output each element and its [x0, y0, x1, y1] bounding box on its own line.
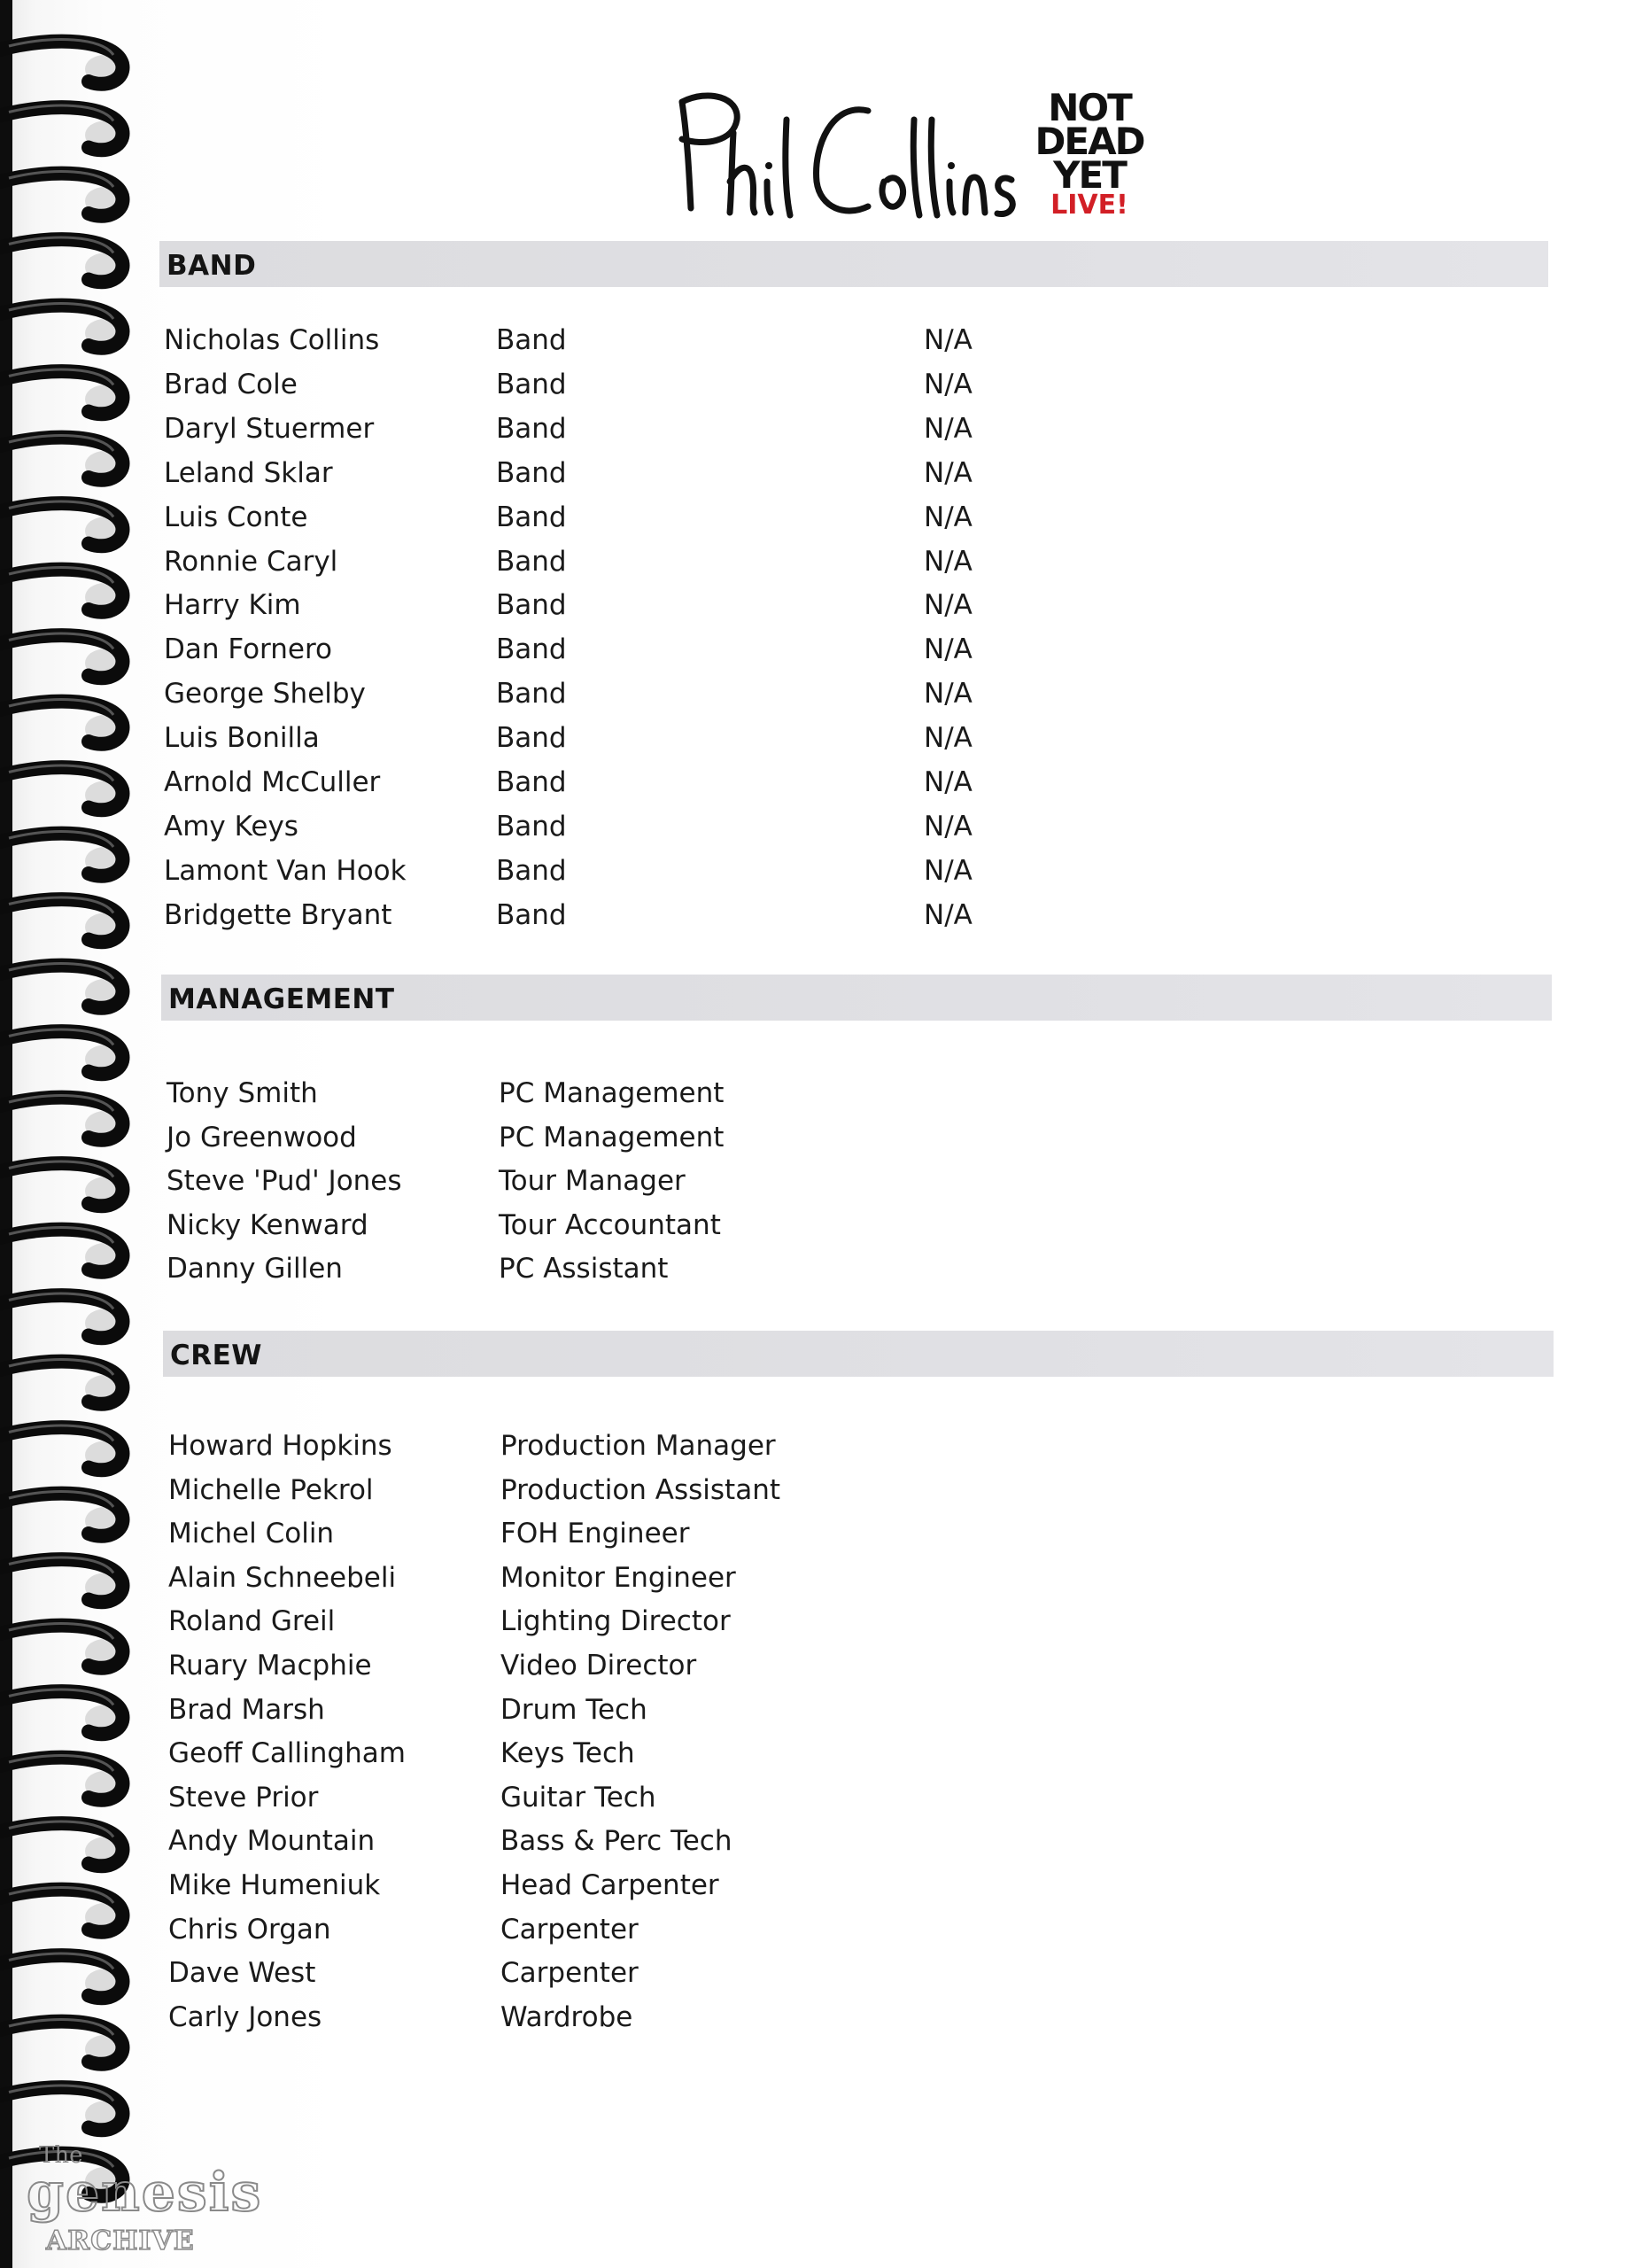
band-role: Band	[496, 501, 567, 533]
management-row	[167, 1204, 1229, 1247]
crew-row	[168, 1908, 1231, 1951]
crew-name: Ruary Macphie	[168, 1650, 372, 1682]
crew-role: Video Director	[500, 1650, 697, 1682]
binding-ring	[0, 1161, 124, 1206]
binding-ring	[0, 172, 124, 216]
band-role: Band	[496, 766, 567, 798]
band-role: Band	[496, 722, 567, 755]
not-dead-yet-logo-text	[1027, 86, 1151, 221]
crew-role: Lighting Director	[500, 1605, 731, 1638]
band-name: Luis Conte	[164, 501, 308, 533]
band-name: George Shelby	[164, 678, 366, 711]
binding-ring	[0, 1624, 124, 1668]
binding-rings	[0, 0, 142, 2268]
band-name: Luis Bonilla	[164, 722, 320, 755]
band-row	[164, 672, 1227, 715]
crew-role: Monitor Engineer	[500, 1561, 736, 1594]
band-name: Harry Kim	[164, 589, 301, 622]
management-name: Steve 'Pud' Jones	[167, 1165, 402, 1197]
crew-row	[168, 1864, 1231, 1907]
binding-ring	[0, 1360, 124, 1404]
management-name: Tony Smith	[167, 1077, 318, 1109]
binding-ring	[0, 1096, 124, 1140]
binding-ring	[0, 1425, 124, 1470]
band-row	[164, 363, 1227, 406]
band-row	[164, 452, 1227, 494]
band-role: Band	[496, 633, 567, 666]
band-row	[164, 805, 1227, 848]
band-row	[164, 761, 1227, 804]
binding-ring	[0, 40, 124, 84]
band-name: Leland Sklar	[164, 456, 333, 489]
crew-role: Head Carpenter	[500, 1869, 719, 1901]
crew-role: Drum Tech	[500, 1693, 647, 1726]
band-row	[164, 319, 1227, 361]
band-role: Band	[496, 589, 567, 622]
binding-ring	[0, 568, 124, 612]
binding-ring	[0, 633, 124, 678]
binding-ring	[0, 2020, 124, 2064]
band-contact: N/A	[924, 633, 973, 666]
management-section-header	[161, 975, 1552, 1021]
phil-collins-signature-logo	[655, 84, 1027, 230]
band-row	[164, 408, 1227, 450]
binding-ring	[0, 1888, 124, 1932]
crew-role: Guitar Tech	[500, 1781, 656, 1814]
crew-role: Carpenter	[500, 1957, 639, 1990]
management-row	[167, 1072, 1229, 1115]
band-role: Band	[496, 324, 567, 356]
crew-role: Wardrobe	[500, 2000, 633, 2033]
band-name: Amy Keys	[164, 810, 298, 843]
spiral-binding	[0, 0, 142, 2268]
band-contact: N/A	[924, 412, 973, 445]
management-role: Tour Manager	[499, 1165, 686, 1197]
band-role: Band	[496, 678, 567, 711]
band-contact: N/A	[924, 545, 973, 578]
band-row	[164, 496, 1227, 539]
management-role: Tour Accountant	[499, 1208, 721, 1241]
band-role: Band	[496, 898, 567, 931]
management-name: Danny Gillen	[167, 1253, 343, 1285]
band-contact: N/A	[924, 589, 973, 622]
band-row	[164, 584, 1227, 626]
band-role: Band	[496, 810, 567, 843]
band-role: Band	[496, 545, 567, 578]
band-row	[164, 850, 1227, 892]
crew-row	[168, 1820, 1231, 1862]
crew-name: Dave West	[168, 1957, 316, 1990]
genesis-archive-watermark	[27, 2135, 263, 2259]
crew-name: Carly Jones	[168, 2000, 322, 2033]
watermark-the: The	[39, 2142, 83, 2169]
band-section-header	[159, 241, 1548, 287]
binding-ring	[0, 105, 124, 150]
band-name: Ronnie Caryl	[164, 545, 338, 578]
binding-ring	[0, 1029, 124, 1074]
band-contact: N/A	[924, 368, 973, 400]
band-row	[164, 628, 1227, 671]
band-contact: N/A	[924, 810, 973, 843]
binding-ring	[0, 436, 124, 480]
logo-not: NOT	[1048, 86, 1131, 129]
management-name: Jo Greenwood	[167, 1121, 357, 1153]
binding-ring	[0, 1557, 124, 1602]
crew-name: Brad Marsh	[168, 1693, 325, 1726]
crew-row	[168, 1469, 1231, 1511]
crew-row	[168, 1644, 1231, 1687]
band-name: Dan Fornero	[164, 633, 333, 666]
watermark-archive: ARCHIVE	[46, 2225, 195, 2256]
crew-name: Howard Hopkins	[168, 1430, 392, 1462]
binding-ring	[0, 1293, 124, 1338]
band-name: Bridgette Bryant	[164, 898, 392, 931]
band-name: Daryl Stuermer	[164, 412, 375, 445]
crew-row	[168, 1776, 1231, 1819]
band-row	[164, 717, 1227, 759]
band-contact: N/A	[924, 766, 973, 798]
binding-ring	[0, 964, 124, 1008]
band-contact: N/A	[924, 501, 973, 533]
management-role: PC Management	[499, 1077, 725, 1109]
binding-ring	[0, 369, 124, 414]
binding-ring	[0, 237, 124, 282]
band-contact: N/A	[924, 456, 973, 489]
band-role: Band	[496, 854, 567, 887]
crew-row	[168, 1557, 1231, 1599]
management-row	[167, 1247, 1229, 1290]
binding-ring	[0, 765, 124, 810]
management-row	[167, 1116, 1229, 1159]
crew-name: Roland Greil	[168, 1605, 336, 1638]
binding-ring	[0, 1689, 124, 1734]
band-row	[164, 540, 1227, 583]
band-name: Arnold McCuller	[164, 766, 381, 798]
binding-ring	[0, 897, 124, 942]
crew-row	[168, 1512, 1231, 1555]
binding-ring	[0, 1756, 124, 1800]
watermark-genesis: genesis	[27, 2162, 263, 2224]
crew-name: Alain Schneebeli	[168, 1561, 397, 1594]
crew-row	[168, 1689, 1231, 1731]
band-role: Band	[496, 368, 567, 400]
crew-section-title: CREW	[170, 1340, 262, 1371]
band-contact: N/A	[924, 898, 973, 931]
crew-name: Chris Organ	[168, 1913, 331, 1946]
binding-ring	[0, 304, 124, 348]
crew-name: Geoff Callingham	[168, 1737, 406, 1770]
crew-name: Michel Colin	[168, 1518, 335, 1550]
band-contact: N/A	[924, 854, 973, 887]
crew-name: Michelle Pekrol	[168, 1473, 374, 1506]
crew-role: Carpenter	[500, 1913, 639, 1946]
band-name: Lamont Van Hook	[164, 854, 407, 887]
band-contact: N/A	[924, 324, 973, 356]
crew-row	[168, 1425, 1231, 1467]
band-role: Band	[496, 456, 567, 489]
tour-logo	[655, 84, 1151, 230]
crew-row	[168, 1600, 1231, 1643]
binding-ring	[0, 700, 124, 744]
management-section-title: MANAGEMENT	[168, 983, 395, 1015]
binding-ring	[0, 832, 124, 876]
crew-name: Steve Prior	[168, 1781, 319, 1814]
binding-ring	[0, 2085, 124, 2130]
crew-row	[168, 1952, 1231, 1994]
logo-live: LIVE!	[1050, 190, 1128, 221]
crew-role: Production Manager	[500, 1430, 776, 1462]
binding-ring	[0, 1821, 124, 1866]
crew-role: FOH Engineer	[500, 1518, 690, 1550]
crew-role: Bass & Perc Tech	[500, 1825, 732, 1858]
binding-ring	[0, 1228, 124, 1272]
band-role: Band	[496, 412, 567, 445]
band-contact: N/A	[924, 722, 973, 755]
management-row	[167, 1160, 1229, 1202]
crew-role: Production Assistant	[500, 1473, 781, 1506]
binding-ring	[0, 1492, 124, 1536]
crew-role: Keys Tech	[500, 1737, 635, 1770]
band-name: Brad Cole	[164, 368, 298, 400]
binding-ring	[0, 1953, 124, 1998]
logo-yet: YET	[1053, 153, 1126, 197]
crew-section-header	[163, 1331, 1554, 1377]
crew-name: Mike Humeniuk	[168, 1869, 381, 1901]
management-role: PC Assistant	[499, 1253, 669, 1285]
crew-name: Andy Mountain	[168, 1825, 376, 1858]
band-name: Nicholas Collins	[164, 324, 380, 356]
band-row	[164, 894, 1227, 936]
management-name: Nicky Kenward	[167, 1208, 368, 1241]
crew-row	[168, 1732, 1231, 1775]
crew-row	[168, 1996, 1231, 2039]
band-section-title: BAND	[167, 250, 257, 282]
management-role: PC Management	[499, 1121, 725, 1153]
logo-dead: DEAD	[1035, 120, 1144, 163]
band-contact: N/A	[924, 678, 973, 711]
binding-ring	[0, 501, 124, 546]
